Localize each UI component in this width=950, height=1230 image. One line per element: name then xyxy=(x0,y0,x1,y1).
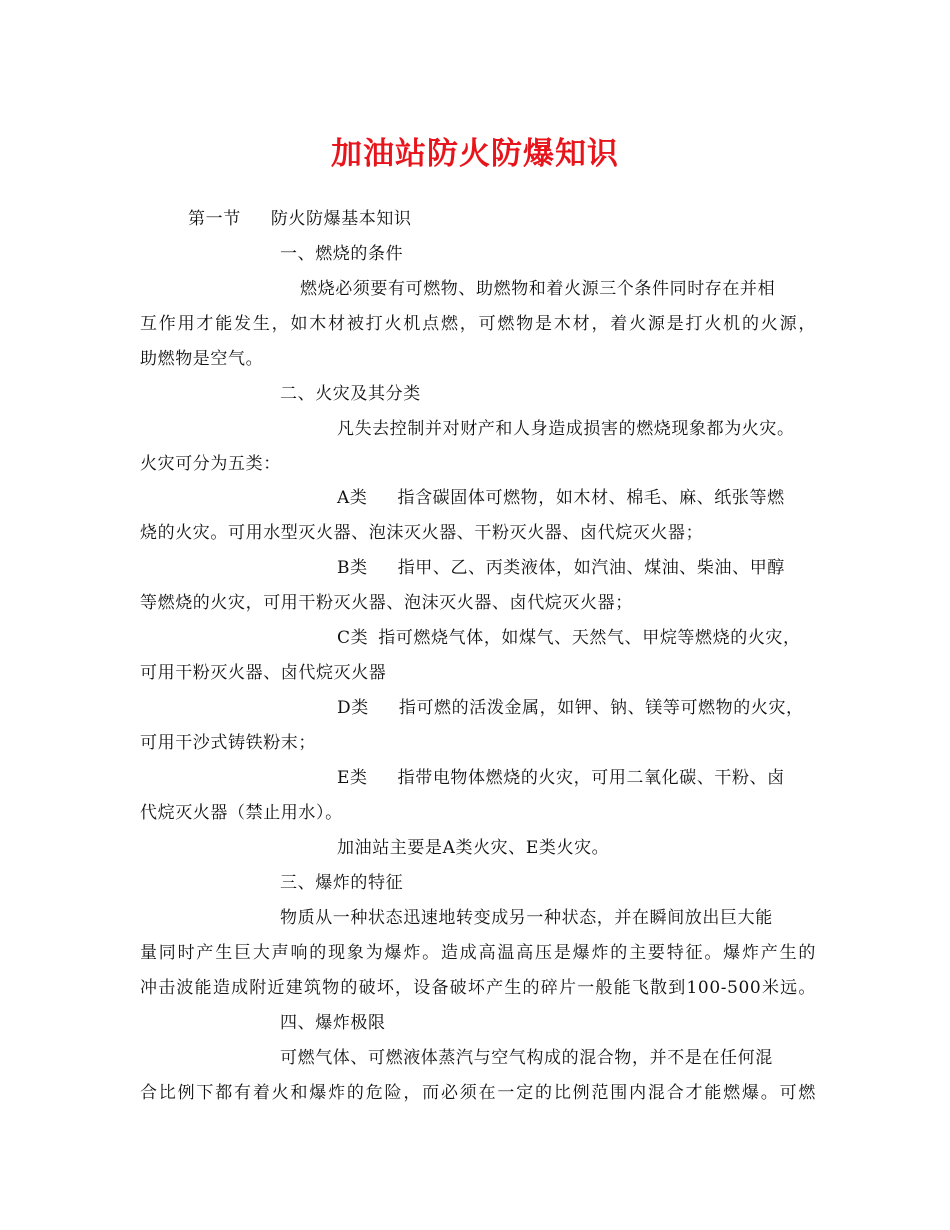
class-d-label: D类 xyxy=(337,698,369,718)
subheading-explosion-features: 三、爆炸的特征 xyxy=(280,873,404,893)
class-b-line-1 xyxy=(337,557,785,579)
section-heading xyxy=(188,208,412,230)
paragraph-combustion-line-2: 互作用才能发生，如木材被打火机点燃，可燃物是木材，着火源是打火机的火源， xyxy=(140,314,816,334)
paragraph-limits-line-2: 合比例下都有着火和爆炸的危险，而必须在一定的比例范围内混合才能燃爆。可燃 xyxy=(140,1083,816,1103)
paragraph-explosion-line-2: 量同时产生巨大声响的现象为爆炸。造成高温高压是爆炸的主要特征。爆炸产生的 xyxy=(140,943,816,963)
paragraph-combustion-line-1: 燃烧必须要有可燃物、助燃物和着火源三个条件同时存在并相 xyxy=(300,279,776,299)
paragraph-combustion-line-3: 助燃物是空气。 xyxy=(140,349,264,369)
document-title: 加油站防火防爆知识 xyxy=(331,136,619,172)
class-a-text: 指含碳固体可燃物，如木材、棉毛、麻、纸张等燃 xyxy=(397,488,785,508)
class-d-line-1 xyxy=(337,697,804,719)
subheading-combustion: 一、燃烧的条件 xyxy=(280,244,404,264)
class-a-line-2: 烧的火灾。可用水型灭火器、泡沫灭火器、干粉灭火器、卤代烷灭火器； xyxy=(140,523,704,543)
section-title: 防火防爆基本知识 xyxy=(270,209,412,229)
class-e-line-1 xyxy=(337,767,785,789)
class-a-line-1 xyxy=(337,487,785,509)
paragraph-limits-line-1: 可燃气体、可燃液体蒸汽与空气构成的混合物，并不是在任何混 xyxy=(280,1048,773,1068)
class-e-line-2: 代烷灭火器（禁止用水）。 xyxy=(140,803,343,823)
class-b-label: B类 xyxy=(337,558,368,578)
subheading-fire-classes: 二、火灾及其分类 xyxy=(280,384,421,404)
paragraph-station-fire-types: 加油站主要是A类火灾、E类火灾。 xyxy=(337,838,610,858)
section-label: 第一节 xyxy=(188,209,241,229)
subheading-explosion-limits: 四、爆炸极限 xyxy=(280,1013,386,1033)
class-c-line-1 xyxy=(337,627,801,649)
class-b-text: 指甲、乙、丙类液体，如汽油、煤油、柴油、甲醇 xyxy=(397,558,785,578)
paragraph-fire-definition-line-2: 火灾可分为五类： xyxy=(140,454,281,474)
class-b-line-2: 等燃烧的火灾，可用干粉灭火器、泡沫灭火器、卤代烷灭火器； xyxy=(140,593,633,613)
class-c-line-2: 可用干粉灭火器、卤代烷灭火器 xyxy=(140,663,387,683)
paragraph-explosion-line-3: 冲击波能造成附近建筑物的破坏，设备破坏产生的碎片一般能飞散到100-500米远。 xyxy=(140,978,816,998)
class-d-line-2: 可用干沙式铸铁粉末； xyxy=(140,733,316,753)
class-e-text: 指带电物体燃烧的火灾，可用二氧化碳、干粉、卤 xyxy=(397,768,785,788)
class-d-text: 指可燃的活泼金属，如钾、钠、镁等可燃物的火灾， xyxy=(398,698,804,718)
paragraph-fire-definition-line-1: 凡失去控制并对财产和人身造成损害的燃烧现象都为火灾。 xyxy=(337,419,795,439)
class-e-label: E类 xyxy=(337,768,368,788)
paragraph-explosion-line-1: 物质从一种状态迅速地转变成另一种状态，并在瞬间放出巨大能 xyxy=(280,908,773,928)
class-c-label: C类 xyxy=(337,628,369,648)
class-a-label: A类 xyxy=(337,488,368,508)
class-c-text: 指可燃烧气体，如煤气、天然气、甲烷等燃烧的火灾， xyxy=(378,628,801,648)
